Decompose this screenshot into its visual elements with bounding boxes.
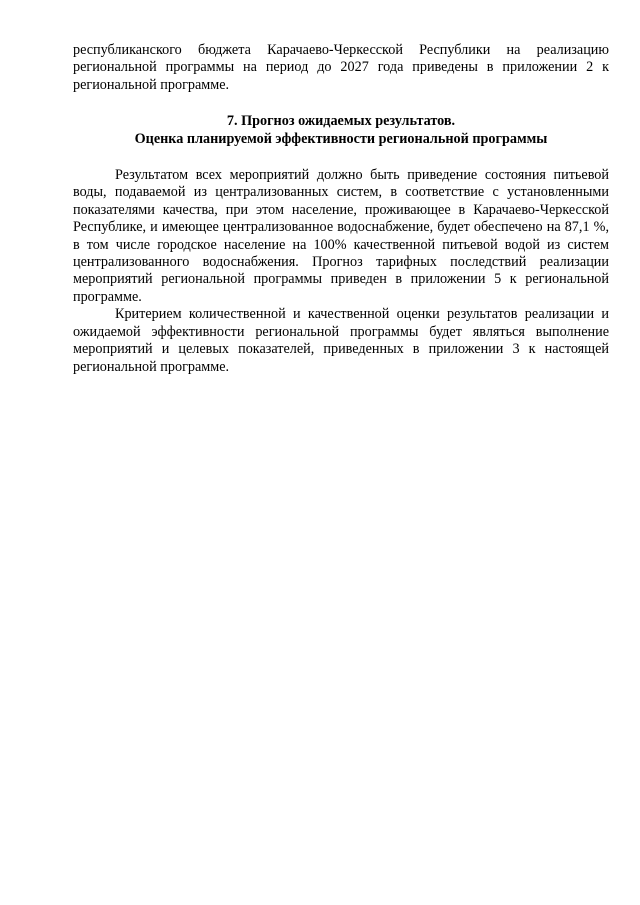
section-title-line1: 7. Прогноз ожидаемых результатов. bbox=[226, 113, 456, 130]
section-title-line2: Оценка планируемой эффективности региональной программы bbox=[134, 130, 548, 147]
intro-paragraph: республиканского бюджета Карачаево-Черкесской Республики на реализацию региональной программы на период до 2027 года приведены в приложении 2 к региональной программе. bbox=[73, 42, 609, 93]
document-page bbox=[73, 42, 609, 376]
body-paragraph-results: Результатом всех мероприятий должно быть приведение состояния питьевой воды, подаваемой из централизованных систем, в соответствие с установленными показателями качества, при этом население, проживающее в Карачаево-Черкесской Республике, и имеющее централизованное водоснабжение, будет обеспечено на 87,1 %, в том числе городское население на 100% качественной питьевой водой из систем централизованного водоснабжения. Прогноз тарифных последствий реализации мероприятий региональной программы приведен в приложении 5 к региональной программе. bbox=[73, 167, 609, 305]
section-heading bbox=[73, 113, 609, 148]
body-paragraph-criteria: Критерием количественной и качественной оценки результатов реализации и ожидаемой эффективности региональной программы будет являться выполнение мероприятий и целевых показателей, приведенных в приложении 3 к настоящей региональной программе. bbox=[73, 306, 609, 375]
